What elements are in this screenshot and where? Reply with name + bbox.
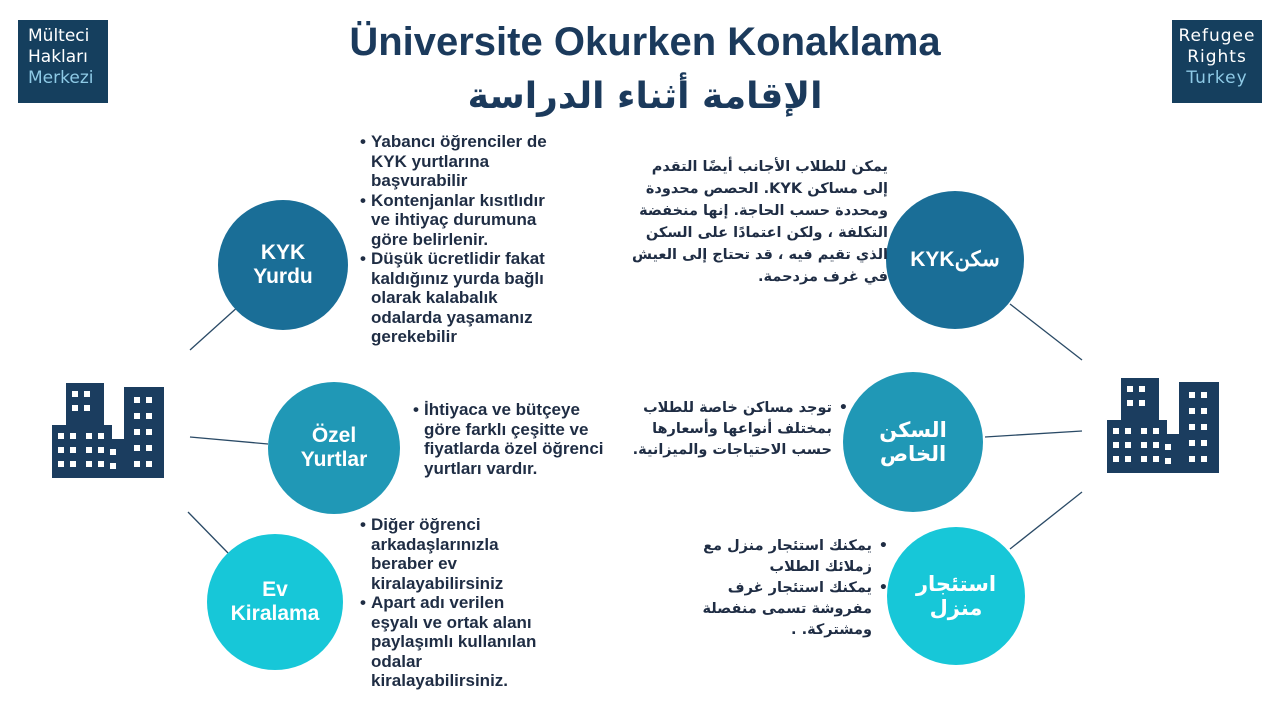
ev-bullet-1: • Diğer öğrenci arkadaşlarınızla beraber ev kiralayabilirsiniz xyxy=(360,515,550,593)
logo-left-line1: Mülteci xyxy=(28,26,90,46)
circle-ozel-yurtlar xyxy=(268,382,400,514)
circle-rent-label-1: استئجار xyxy=(915,572,997,596)
kyk-bullet-2: • Kontenjanlar kısıtlıdır ve ihtiyaç durumuna göre belirlenir. xyxy=(360,191,550,250)
circle-private-housing-arabic xyxy=(843,372,983,512)
logo-left-line3: Merkezi xyxy=(28,68,94,88)
kyk-arabic-paragraph: يمكن للطلاب الأجانب أيضًا التقدم إلى مساكن KYK. الحصص محدودة ومحددة حسب الحاجة. إنها منخفضة التكلفة ، ولكن اعتمادًا على السكن الذي تقيم فيه ، قد تحتاج إلى العيش في غرف مزدحمة. xyxy=(632,159,888,285)
page-title-arabic: الإقامة أثناء الدراسة xyxy=(467,76,823,117)
kyk-bullet-3: • Düşük ücretlidir fakat kaldığınız yurda bağlı olarak kalabalık odalarda yaşamanız gerekebilir xyxy=(360,249,550,347)
ev-kiralama-bullets xyxy=(360,515,550,691)
logo-multeci-haklari-merkezi xyxy=(18,20,108,103)
rent-arabic-bullets xyxy=(690,536,888,641)
ev-bullet-2: • Apart adı verilen eşyalı ve ortak alanı paylaşımlı kullanılan odalar kiralayabilirsiniz. xyxy=(360,593,550,691)
rent-arabic-bullet-2: • يمكنك استئجار غرف مفروشة تسمى منفصلة ومشتركة. . xyxy=(690,578,888,641)
logo-right-line2: Rights xyxy=(1187,47,1247,67)
circle-ev-label-2: Kiralama xyxy=(230,602,320,625)
logo-right-line3: Turkey xyxy=(1186,68,1248,88)
circle-kyk-arabic xyxy=(886,191,1024,329)
circle-private-label-2: الخاص xyxy=(879,442,947,466)
circle-ev-label-1: Ev xyxy=(262,578,288,601)
circle-ozel-label-2: Yurtlar xyxy=(300,448,368,471)
kyk-arabic-text xyxy=(630,156,888,288)
ozel-bullet-1: • İhtiyaca ve bütçeye göre farklı çeşitte ve fiyatlarda özel öğrenci yurtları vardır. xyxy=(413,400,613,478)
page-title-turkish: Üniversite Okurken Konaklama xyxy=(349,20,941,64)
private-arabic-bullet-1: • توجد مساكن خاصة للطلاب بمختلف أنواعها وأسعارها حسب الاحتياجات والميزانية. xyxy=(630,398,848,461)
logo-right-line1: Refugee xyxy=(1178,26,1256,46)
circle-kyk-label-1: KYK xyxy=(260,241,306,264)
private-arabic-bullets xyxy=(630,398,848,461)
circle-ev-kiralama xyxy=(207,534,343,670)
ozel-yurtlar-bullets xyxy=(413,400,613,478)
circle-private-label-1: السكن xyxy=(879,418,947,442)
circle-kyk-arabic-label: سكنKYK xyxy=(910,248,1000,271)
circle-rent-label-2: منزل xyxy=(929,596,983,620)
circle-ozel-label-1: Özel xyxy=(311,424,357,447)
building-icon-right xyxy=(1107,378,1219,473)
circle-kyk-label-2: Yurdu xyxy=(253,265,313,288)
kyk-bullet-1: • Yabancı öğrenciler de KYK yurtlarına başvurabilir xyxy=(360,132,550,191)
rent-arabic-bullet-1: • يمكنك استئجار منزل مع زملائك الطلاب xyxy=(690,536,888,578)
circle-rent-house-arabic xyxy=(887,527,1025,665)
circle-kyk-yurdu xyxy=(218,200,348,330)
logo-left-line2: Hakları xyxy=(28,47,88,67)
kyk-yurdu-bullets xyxy=(360,132,550,347)
building-icon-left xyxy=(52,383,164,478)
logo-refugee-rights-turkey xyxy=(1172,20,1262,103)
